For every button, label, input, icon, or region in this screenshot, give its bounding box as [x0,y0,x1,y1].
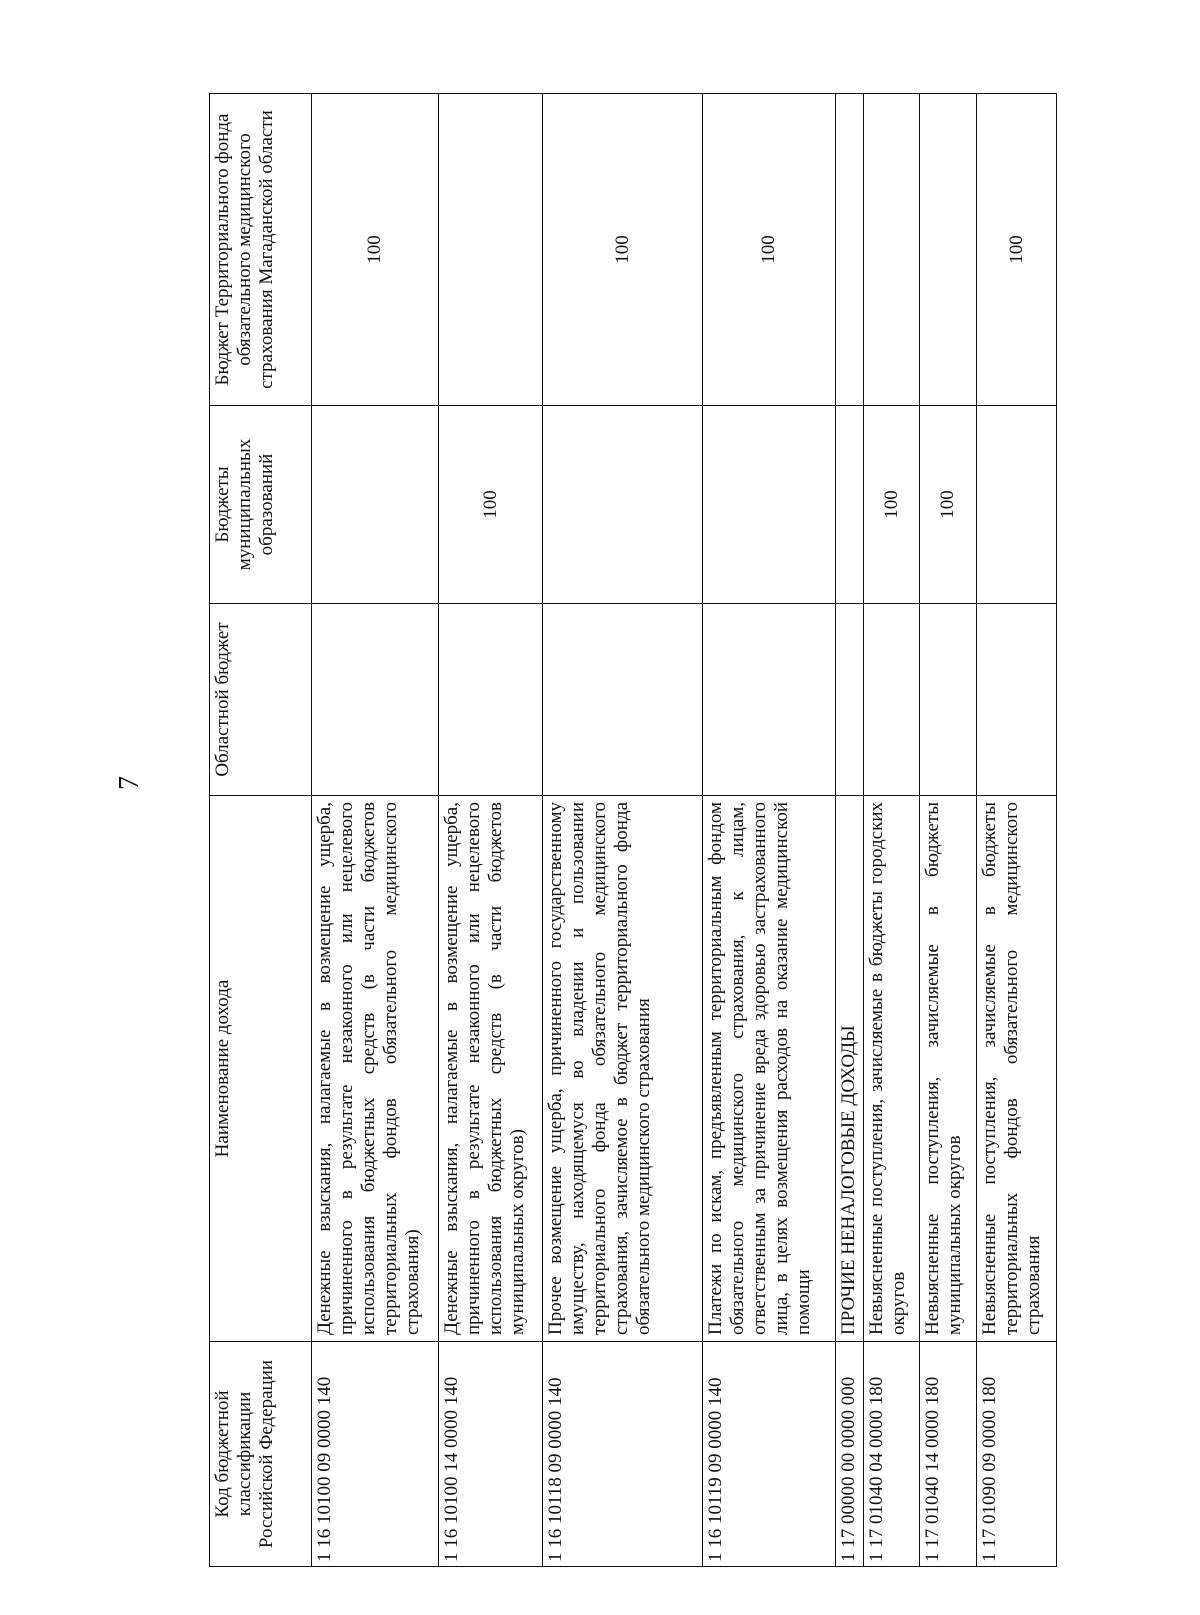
cell-regional [703,604,836,796]
revenue-table-sheet [209,94,1056,1567]
header-name: Наименование дохода [210,796,312,1342]
cell-code: 1 16 10118 09 0000 140 [543,1342,703,1567]
cell-code: 1 17 00000 00 0000 000 [836,1342,864,1567]
table-row [920,94,977,1567]
cell-name: Денежные взыскания, налагаемые в возмещение ущерба, причиненного в результате незаконного или нецелевого использования бюджетных средств (в части бюджетов территориальных фондов обязательного медицинского страхования) [312,796,439,1342]
cell-regional [920,604,977,796]
cell-tfoms: 100 [703,94,836,406]
cell-tfoms [836,94,864,406]
table-row [312,94,439,1567]
cell-municipal: 100 [920,406,977,604]
cell-code: 1 16 10100 09 0000 140 [312,1342,439,1567]
cell-tfoms [920,94,977,406]
cell-code: 1 16 10100 14 0000 140 [439,1342,543,1567]
cell-code: 1 17 01090 09 0000 180 [977,1342,1057,1567]
header-regional: Областной бюджет [210,604,312,796]
cell-name: Невыясненные поступления, зачисляемые в бюджеты муниципальных округов [920,796,977,1342]
cell-tfoms: 100 [977,94,1057,406]
cell-code: 1 17 01040 04 0000 180 [864,1342,920,1567]
page-number: 7 [114,776,145,790]
cell-municipal [977,406,1057,604]
cell-name: Невыясненные поступления, зачисляемые в бюджеты территориальных фондов обязательного медицинского страхования [977,796,1057,1342]
header-municipal: Бюджеты муниципальных образований [210,406,312,604]
cell-code: 1 16 10119 09 0000 140 [703,1342,836,1567]
cell-regional [836,604,864,796]
cell-regional [439,604,543,796]
cell-name: Прочее возмещение ущерба, причиненного государственному имуществу, находящемуся во владении и пользовании территориального фонда обязательного медицинского страхования, зачисляемое в бюджет территориального фонда обязательного медицинского страхования [543,796,703,1342]
cell-tfoms: 100 [543,94,703,406]
cell-tfoms [439,94,543,406]
table-row [703,94,836,1567]
cell-municipal [703,406,836,604]
cell-name: Денежные взыскания, налагаемые в возмещение ущерба, причиненного в результате незаконного или нецелевого использования бюджетных средств (в части бюджетов муниципальных округов) [439,796,543,1342]
table-row [543,94,703,1567]
cell-municipal: 100 [864,406,920,604]
cell-name: Невыясненные поступления, зачисляемые в бюджеты городских округов [864,796,920,1342]
cell-regional [543,604,703,796]
cell-name: Платежи по искам, предъявленным территориальным фондом обязательного медицинского страхования, к лицам, ответственным за причинение вреда здоровью застрахованного лица, в целях возмещения расходов на оказание медицинской помощи [703,796,836,1342]
table-header-row [210,94,312,1567]
cell-regional [977,604,1057,796]
header-tfoms: Бюджет Территориального фонда обязательного медицинского страхования Магаданской области [210,94,312,406]
cell-name: ПРОЧИЕ НЕНАЛОГОВЫЕ ДОХОДЫ [836,796,864,1342]
cell-municipal: 100 [439,406,543,604]
revenue-table [209,93,1057,1567]
table-row [977,94,1057,1567]
cell-municipal [543,406,703,604]
table-row [836,94,864,1567]
cell-regional [312,604,439,796]
header-code: Код бюджетной классификации Российской Федерации [210,1342,312,1567]
table-row [864,94,920,1567]
cell-municipal [836,406,864,604]
cell-code: 1 17 01040 14 0000 180 [920,1342,977,1567]
cell-municipal [312,406,439,604]
cell-regional [864,604,920,796]
cell-tfoms: 100 [312,94,439,406]
table-row [439,94,543,1567]
cell-tfoms [864,94,920,406]
